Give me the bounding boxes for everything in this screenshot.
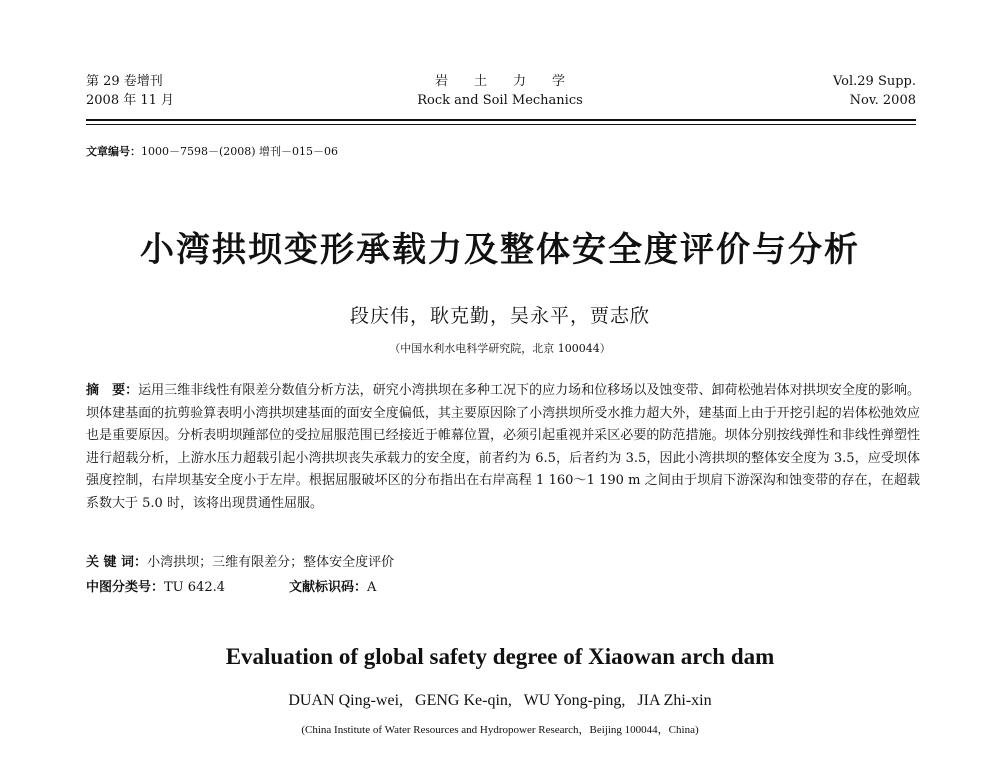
keywords-cn [86, 551, 394, 570]
doc-code-value: A [367, 580, 377, 595]
abstract-label: 摘 要： [86, 383, 139, 398]
article-number-value: 1000－7598－(2008) 增刊－015－06 [141, 145, 339, 158]
journal-name-cn: 岩土力学 [434, 74, 591, 89]
affiliation-en: (China Institute of Water Resources and Hydropower Research，Beijing 100044，China) [301, 724, 699, 736]
date-cn: 2008 年 11 月 [86, 93, 175, 108]
article-number-label: 文章编号： [86, 145, 141, 158]
journal-issue-info [86, 72, 174, 110]
authors-cn: 段庆伟，耿克勤，吴永平，贾志欣 [349, 305, 650, 327]
affiliation-cn: （中国水利水电科学研究院，北京 100044） [389, 342, 611, 355]
journal-volume-en [833, 72, 916, 110]
journal-name-en: Rock and Soil Mechanics [417, 93, 583, 108]
volume-cn: 第 29 卷增刊 [86, 74, 163, 89]
abstract-cn [86, 380, 920, 515]
classification-line [86, 576, 376, 595]
doc-code-label: 文献标识码： [289, 580, 368, 595]
clc-label: 中图分类号： [86, 580, 165, 595]
date-en: Nov. 2008 [849, 93, 916, 108]
keywords-text: 小湾拱坝；三维有限差分；整体安全度评价 [147, 555, 395, 570]
article-number [86, 143, 338, 159]
journal-name [400, 72, 600, 110]
header-rule-thick [86, 119, 916, 121]
authors-en: DUAN Qing-wei, GENG Ke-qin, WU Yong-ping, JIA Zhi-xin [288, 692, 712, 709]
header-rule-thin [86, 124, 916, 125]
clc-value: TU 642.4 [164, 580, 225, 595]
keywords-label: 关 键 词： [86, 555, 148, 570]
volume-en: Vol.29 Supp. [832, 74, 916, 89]
paper-title-en: Evaluation of global safety degree of Xiaowan arch dam [225, 644, 775, 669]
paper-title-cn: 小湾拱坝变形承载力及整体安全度评价与分析 [140, 230, 860, 270]
abstract-text: 运用三维非线性有限差分数值分析方法，研究小湾拱坝在多种工况下的应力场和位移场以及蚀变带、卸荷松弛岩体对拱坝安全度的影响。坝体建基面的抗剪验算表明小湾拱坝建基面的面安全度偏低，其主要原因除了小湾拱坝所受水推力超大外，建基面上由于开挖引起的岩体松弛效应也是重要原因。分析表明坝踵部位的受拉屈服范围已经接近于帷幕位置，必须引起重视并采区必要的防范措施。坝体分别按线弹性和非线性弹塑性进行超载分析，上游水压力超载引起小湾拱坝丧失承载力的安全度，前者约为 6.5，后者约为 3.5，因此小湾拱坝的整体安全度为 3.5，应受坝体强度控制，右岸坝基安全度小于左岸。根据屈服破坏区的分布指出在右岸高程 1 160～1 190 m 之间由于坝肩下游深沟和蚀变带的存在，在超载系数大于 5.0 时，该将出现贯通性屈服。 [86, 383, 920, 511]
